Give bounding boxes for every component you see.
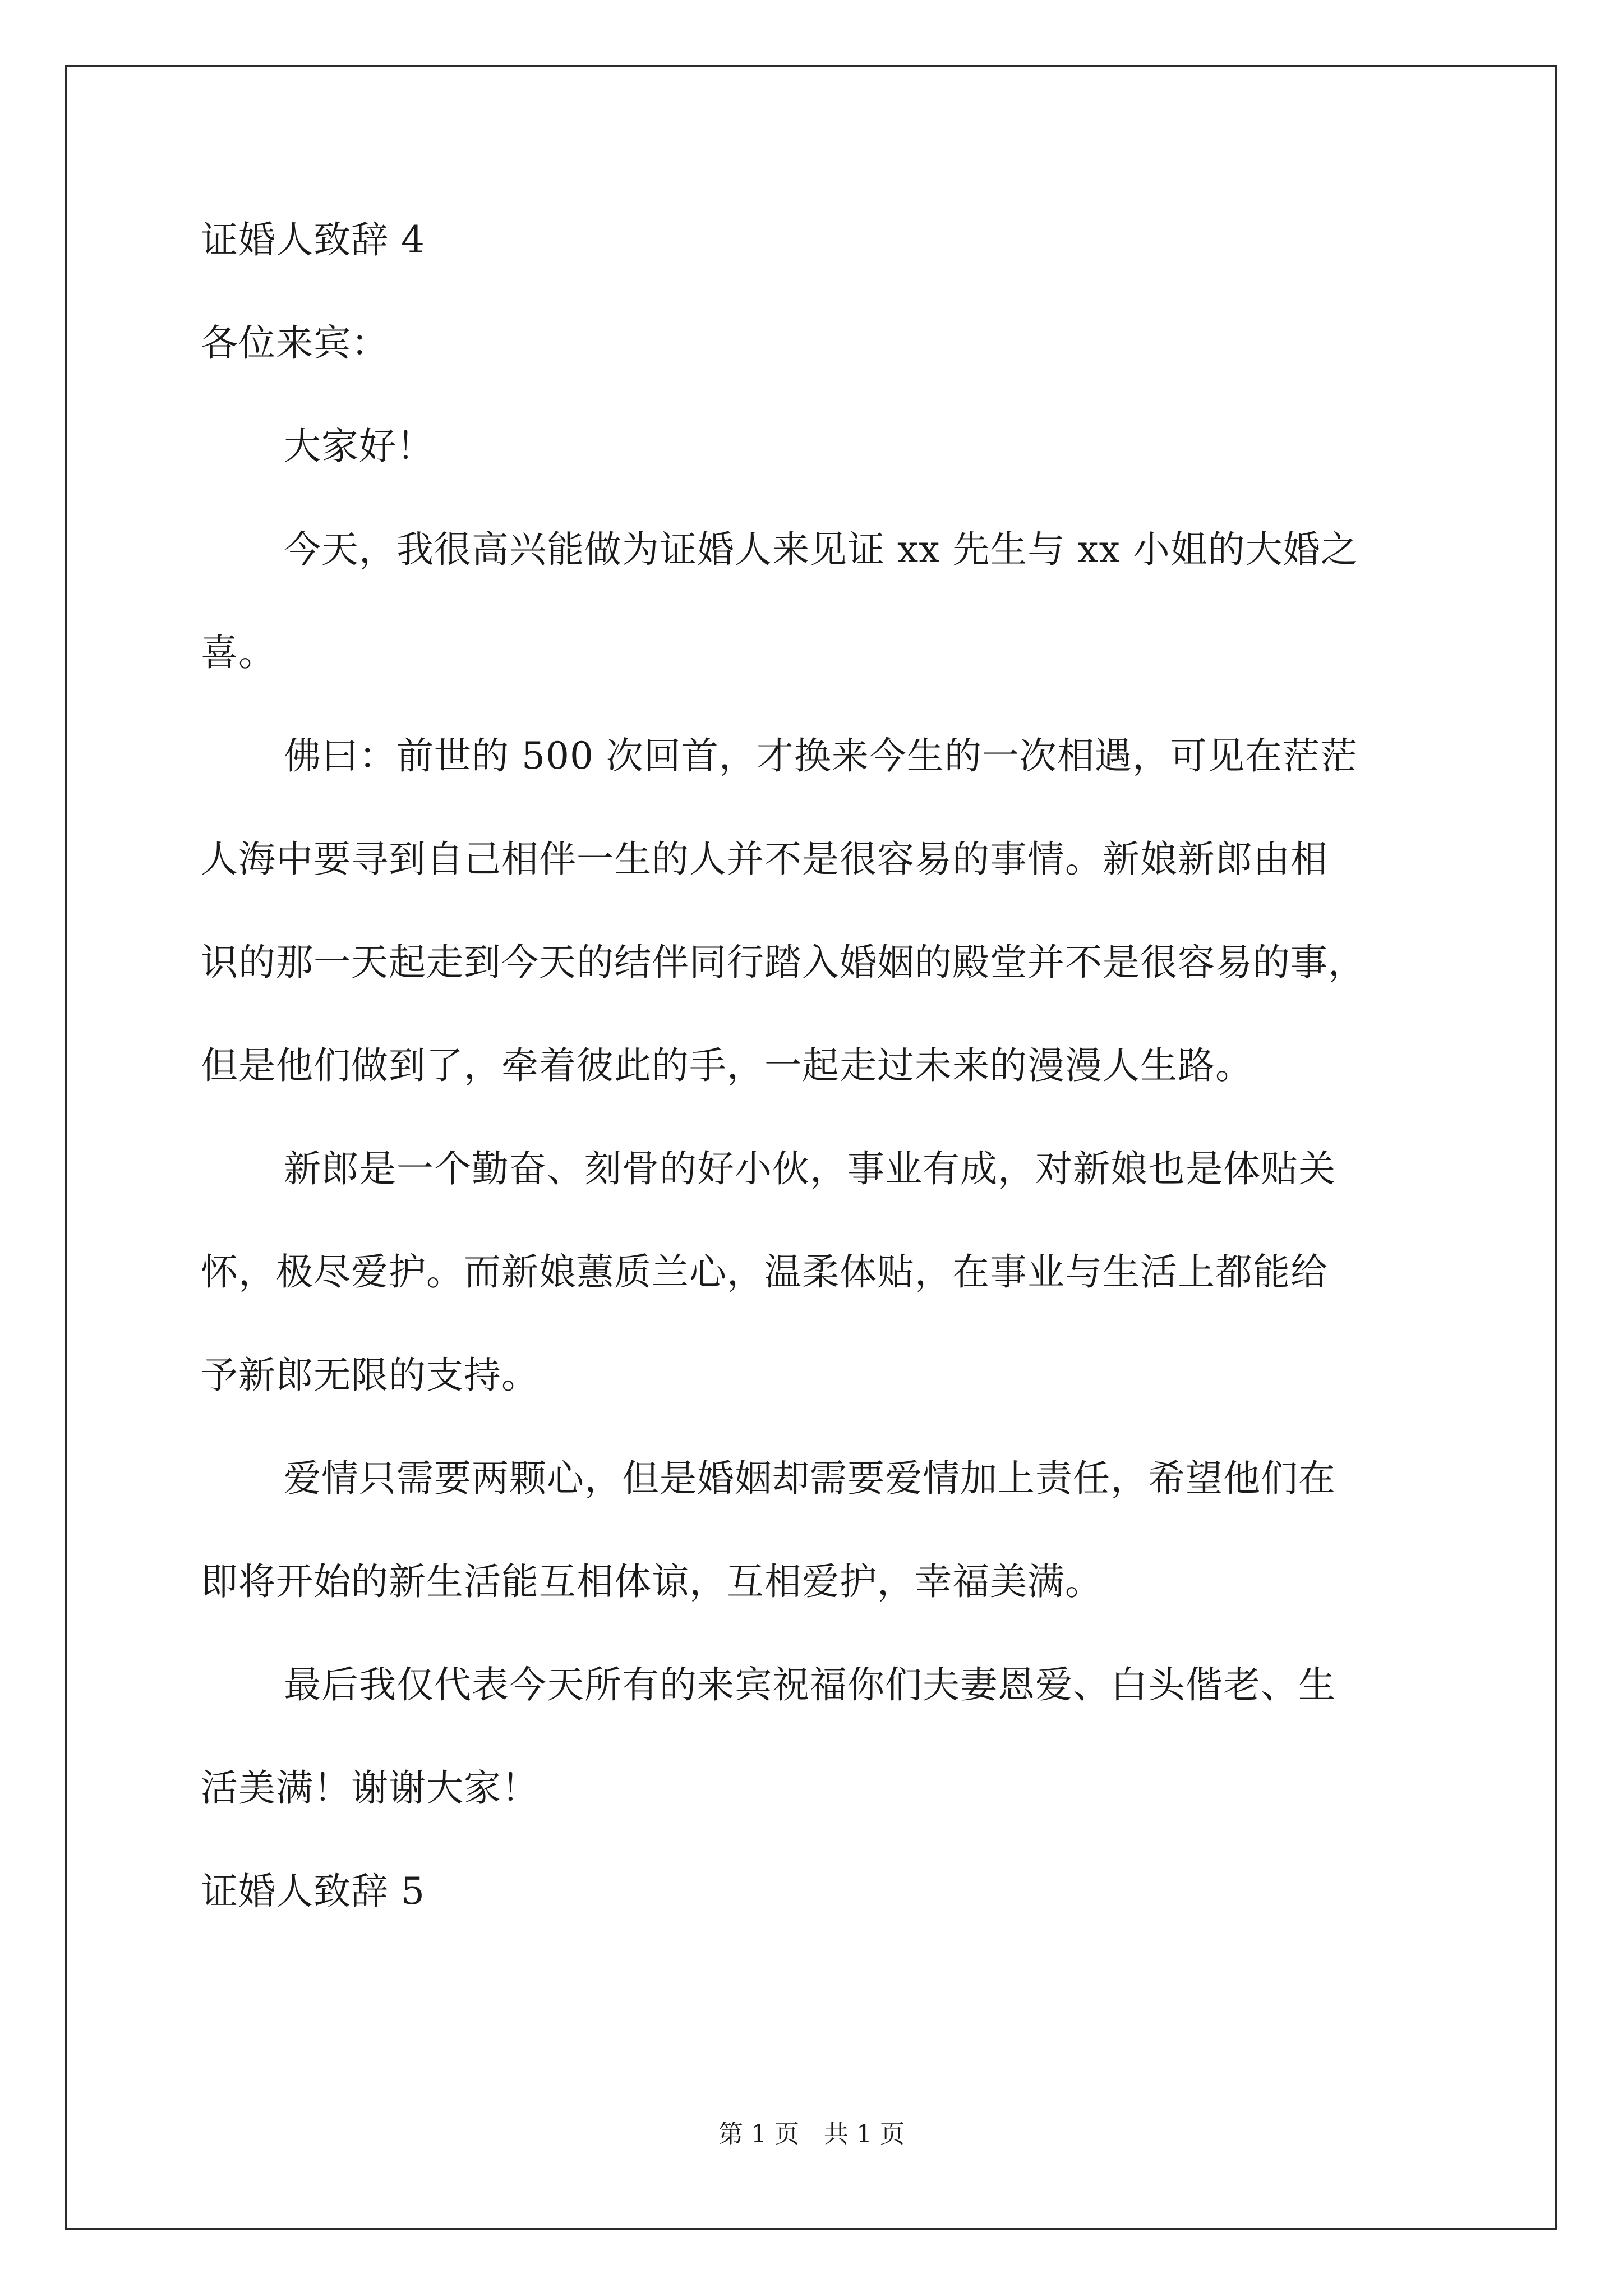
page-number-footer: 第 1 页 共 1 页 (718, 2120, 905, 2148)
paragraph-line: 人海中要寻到自己相伴一生的人并不是很容易的事情。新娘新郎由相 (201, 838, 1328, 881)
paragraph-line: 最后我仅代表今天所有的来宾祝福你们夫妻恩爱、白头偕老、生 (284, 1663, 1336, 1706)
paragraph-line: 活美满！谢谢大家！ (201, 1766, 539, 1810)
paragraph (201, 1658, 1435, 1815)
paragraph-line: 今天，我很高兴能做为证婚人来见证 xx 先生与 xx 小姐的大婚之 (284, 528, 1358, 571)
paragraph-line: 但是他们做到了，牵着彼此的手，一起走过未来的漫漫人生路。 (201, 1044, 1253, 1087)
section-heading: 证婚人致辞 4 (201, 218, 425, 261)
paragraph-line: 予新郎无限的支持。 (201, 1354, 539, 1397)
paragraph-line: 即将开始的新生活能互相体谅，互相爱护，幸福美满。 (201, 1560, 1103, 1603)
paragraph-line: 怀，极尽爱护。而新娘蕙质兰心，温柔体贴，在事业与生活上都能给 (201, 1250, 1328, 1294)
paragraph-line: 识的那一天起走到今天的结伴同行踏入婚姻的殿堂并不是很容易的事， (201, 941, 1366, 984)
section-heading: 证婚人致辞 5 (201, 1870, 425, 1913)
paragraph-line: 爱情只需要两颗心，但是婚姻却需要爱情加上责任，希望他们在 (284, 1457, 1336, 1500)
paragraph-line: 佛曰：前世的 500 次回首，才换来今生的一次相遇，可见在茫茫 (284, 734, 1358, 777)
paragraph (201, 1452, 1435, 1609)
paragraph (201, 729, 1435, 1093)
paragraph-line: 喜。 (201, 631, 276, 674)
paragraph (201, 523, 1435, 680)
paragraph-line: 新郎是一个勤奋、刻骨的好小伙，事业有成，对新娘也是体贴关 (284, 1147, 1336, 1190)
document-body (201, 213, 1435, 1918)
paragraph (201, 1142, 1435, 1402)
salutation: 各位来宾： (201, 321, 389, 365)
greeting: 大家好！ (284, 425, 434, 468)
